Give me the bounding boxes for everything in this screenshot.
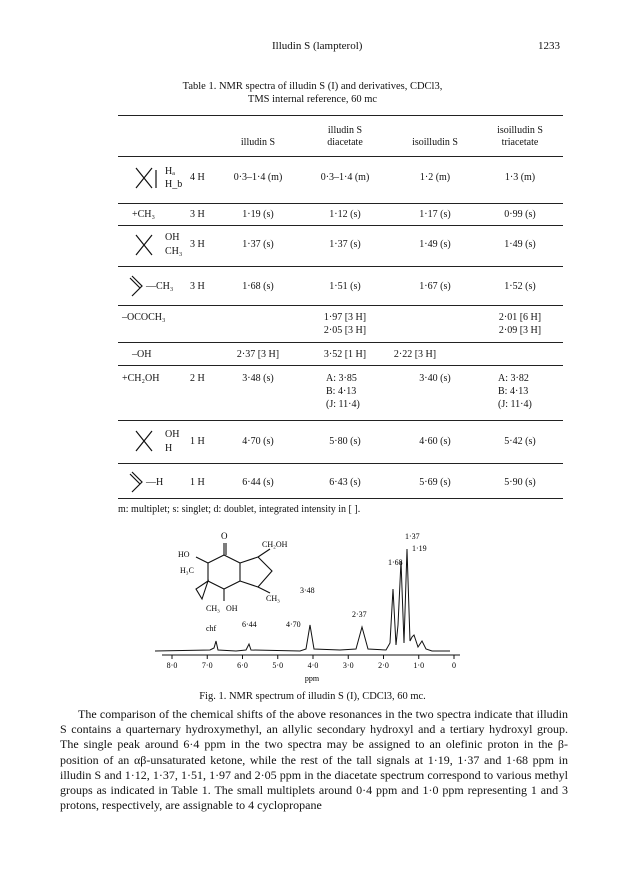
- shift-value: 5·42 (s): [504, 436, 536, 447]
- shift-value: 2·09 [3 H]: [498, 325, 542, 336]
- shift-value: B: 4·13: [326, 386, 357, 397]
- col-header-triacetate-l2: triacetate: [501, 137, 539, 148]
- row-rule: [118, 365, 563, 366]
- shift-value: 6·44 (s): [242, 477, 274, 488]
- shift-value: 2·05 [3 H]: [323, 325, 367, 336]
- shift-value: 6·43 (s): [329, 477, 361, 488]
- group-label: OH: [165, 429, 180, 440]
- body-text: [60, 707, 568, 813]
- shift-value: 1·52 (s): [504, 281, 536, 292]
- nmr-spectrum-figure: [150, 525, 480, 685]
- shift-value: 1·17 (s): [419, 209, 451, 220]
- peak-label: 4·70: [286, 620, 301, 629]
- shift-value: A: 3·85: [326, 373, 357, 384]
- col-header-diacetate-l1: illudin S: [327, 125, 363, 136]
- proton-count: 4 H: [190, 172, 205, 183]
- shift-value: 1·67 (s): [419, 281, 451, 292]
- spectrum-trace: [155, 549, 450, 651]
- shift-value: 0·3–1·4 (m): [320, 172, 370, 183]
- row-rule: [118, 203, 563, 204]
- shift-value: 1·37 (s): [329, 239, 361, 250]
- shift-value: 2·37 [3 H]: [236, 349, 280, 360]
- shift-value: 1·97 [3 H]: [323, 312, 367, 323]
- shift-value: 5·80 (s): [329, 436, 361, 447]
- shift-value: 3·40 (s): [419, 373, 451, 384]
- table-header-rule: [118, 156, 563, 157]
- tick-label: 6·0: [237, 661, 248, 670]
- peak-label: 2·37: [352, 610, 367, 619]
- group-label: –OCOCH₃: [122, 312, 166, 323]
- shift-value: (J: 11·4): [326, 399, 360, 410]
- proton-count: 1 H: [190, 436, 205, 447]
- tick-label: 8·0: [166, 661, 178, 670]
- structure-atom-label: CH₃: [266, 594, 280, 603]
- table-footnote: m: multiplet; s: singlet; d: doublet, integrated intensity in [ ].: [118, 504, 361, 515]
- structure-atom-label: CH₃: [206, 604, 220, 613]
- group-label: H_b: [165, 179, 183, 190]
- group-label: Hₐ: [165, 166, 175, 177]
- proton-count: 3 H: [190, 209, 205, 220]
- shift-value: 4·60 (s): [419, 436, 451, 447]
- structure-atom-label: H₃C: [180, 566, 194, 575]
- shift-value: A: 3·82: [498, 373, 529, 384]
- shift-value: 1·2 (m): [419, 172, 451, 183]
- peak-label: chf: [206, 624, 217, 633]
- group-label: +CH₃: [132, 209, 156, 220]
- shift-value: 1·49 (s): [504, 239, 536, 250]
- shift-value: 5·69 (s): [419, 477, 451, 488]
- proton-count: 3 H: [190, 281, 205, 292]
- table-top-rule: [118, 115, 563, 116]
- illudin-s-structure: [196, 543, 272, 601]
- row-rule: [118, 463, 563, 464]
- figure-caption: Fig. 1. NMR spectrum of illudin S (I), CDCl3, 60 mc.: [199, 691, 426, 702]
- tertiary-carbon-structure-icon: [134, 233, 160, 259]
- group-label: —H: [146, 477, 164, 488]
- peak-label: 3·48: [300, 586, 315, 595]
- structure-atom-label: OH: [226, 604, 238, 613]
- running-title: Illudin S (lampterol): [272, 40, 363, 52]
- shift-value: 1·51 (s): [329, 281, 361, 292]
- shift-value: 1·68 (s): [242, 281, 274, 292]
- proton-count: 2 H: [190, 373, 205, 384]
- tick-label: 0: [452, 661, 456, 670]
- page-number: 1233: [538, 40, 560, 52]
- row-rule: [118, 266, 563, 267]
- structure-atom-label: HO: [178, 550, 190, 559]
- shift-value: 0·3–1·4 (m): [233, 172, 283, 183]
- shift-value: 5·90 (s): [504, 477, 536, 488]
- col-header-triacetate-l1: isoilludin S: [497, 125, 543, 136]
- shift-value: 1·49 (s): [419, 239, 451, 250]
- table-caption-line1: Table 1. NMR spectra of illudin S (I) and derivatives, CDCl3,: [182, 81, 443, 92]
- shift-value: 4·70 (s): [242, 436, 274, 447]
- axis-ticks: [167, 655, 456, 670]
- shift-value: 1·12 (s): [329, 209, 361, 220]
- peak-label: 1·68: [388, 558, 403, 567]
- shift-value: B: 4·13: [498, 386, 529, 397]
- shift-value: 2·01 [6 H]: [498, 312, 542, 323]
- group-label: H: [165, 443, 173, 454]
- shift-value: 3·48 (s): [242, 373, 274, 384]
- row-rule: [118, 305, 563, 306]
- shift-value: 2·22 [3 H]: [393, 349, 437, 360]
- tick-label: 3·0: [342, 661, 354, 670]
- tick-label: 7·0: [201, 661, 213, 670]
- shift-value: 0·99 (s): [504, 209, 536, 220]
- tick-label: 5·0: [272, 661, 284, 670]
- shift-value: (J: 11·4): [498, 399, 532, 410]
- row-rule: [118, 420, 563, 421]
- group-label: OH: [165, 232, 180, 243]
- shift-value: 1·3 (m): [504, 172, 536, 183]
- group-label: CH₃: [165, 246, 183, 257]
- secondary-carbon-structure-icon: [134, 429, 160, 455]
- col-header-illudin-s: illudin S: [240, 137, 276, 148]
- axis-label: ppm: [304, 674, 320, 683]
- col-header-isoilludin-s: isoilludin S: [412, 137, 458, 148]
- tick-label: 4·0: [307, 661, 319, 670]
- row-rule: [118, 225, 563, 226]
- peak-label: 1·19: [412, 544, 427, 553]
- row-rule: [118, 342, 563, 343]
- shift-value: 1·37 (s): [242, 239, 274, 250]
- tick-label: 2·0: [378, 661, 389, 670]
- group-label: —CH₃: [146, 281, 174, 292]
- col-header-diacetate-l2: diacetate: [327, 137, 363, 148]
- group-label: +CH₂OH: [122, 373, 160, 384]
- proton-count: 3 H: [190, 239, 205, 250]
- group-label: –OH: [132, 349, 152, 360]
- structure-atom-label: O: [221, 531, 228, 541]
- shift-value: 1·19 (s): [242, 209, 274, 220]
- table-caption-line2: TMS internal reference, 60 mc: [247, 94, 378, 105]
- cyclopropane-structure-icon: [134, 166, 160, 192]
- tick-label: 1·0: [413, 661, 425, 670]
- shift-value: 3·52 [1 H]: [323, 349, 367, 360]
- peak-label: 1·37: [405, 532, 420, 541]
- peak-label: 6·44: [242, 620, 257, 629]
- structure-atom-label: CH₂OH: [262, 540, 288, 549]
- proton-count: 1 H: [190, 477, 205, 488]
- table-bottom-rule: [118, 498, 563, 499]
- paragraph: The comparison of the chemical shifts of the above resonances in the two spectra indicate that illudin S contains a quarternary hydroxymethyl, an allylic secondary hydroxyl and a tertiary hydroxyl group. The single peak around 6·4 ppm in the two spectra may be assigned to an olefinic proton in the β-position of an αβ-unsaturated ketone, while the rest of the tall signals at 1·19, 1·37 and 1·68 ppm in illudin S and 1·12, 1·37, 1·51, 1·97 and 2·05 ppm in the diacetate spectrum correspond to various methyl groups as indicated in Table 1. The small multiplets around 0·4 ppm and 1·0 ppm representing 1 and 3 protons, respectively, are assignable to 4 cyclopropane: [60, 707, 568, 813]
